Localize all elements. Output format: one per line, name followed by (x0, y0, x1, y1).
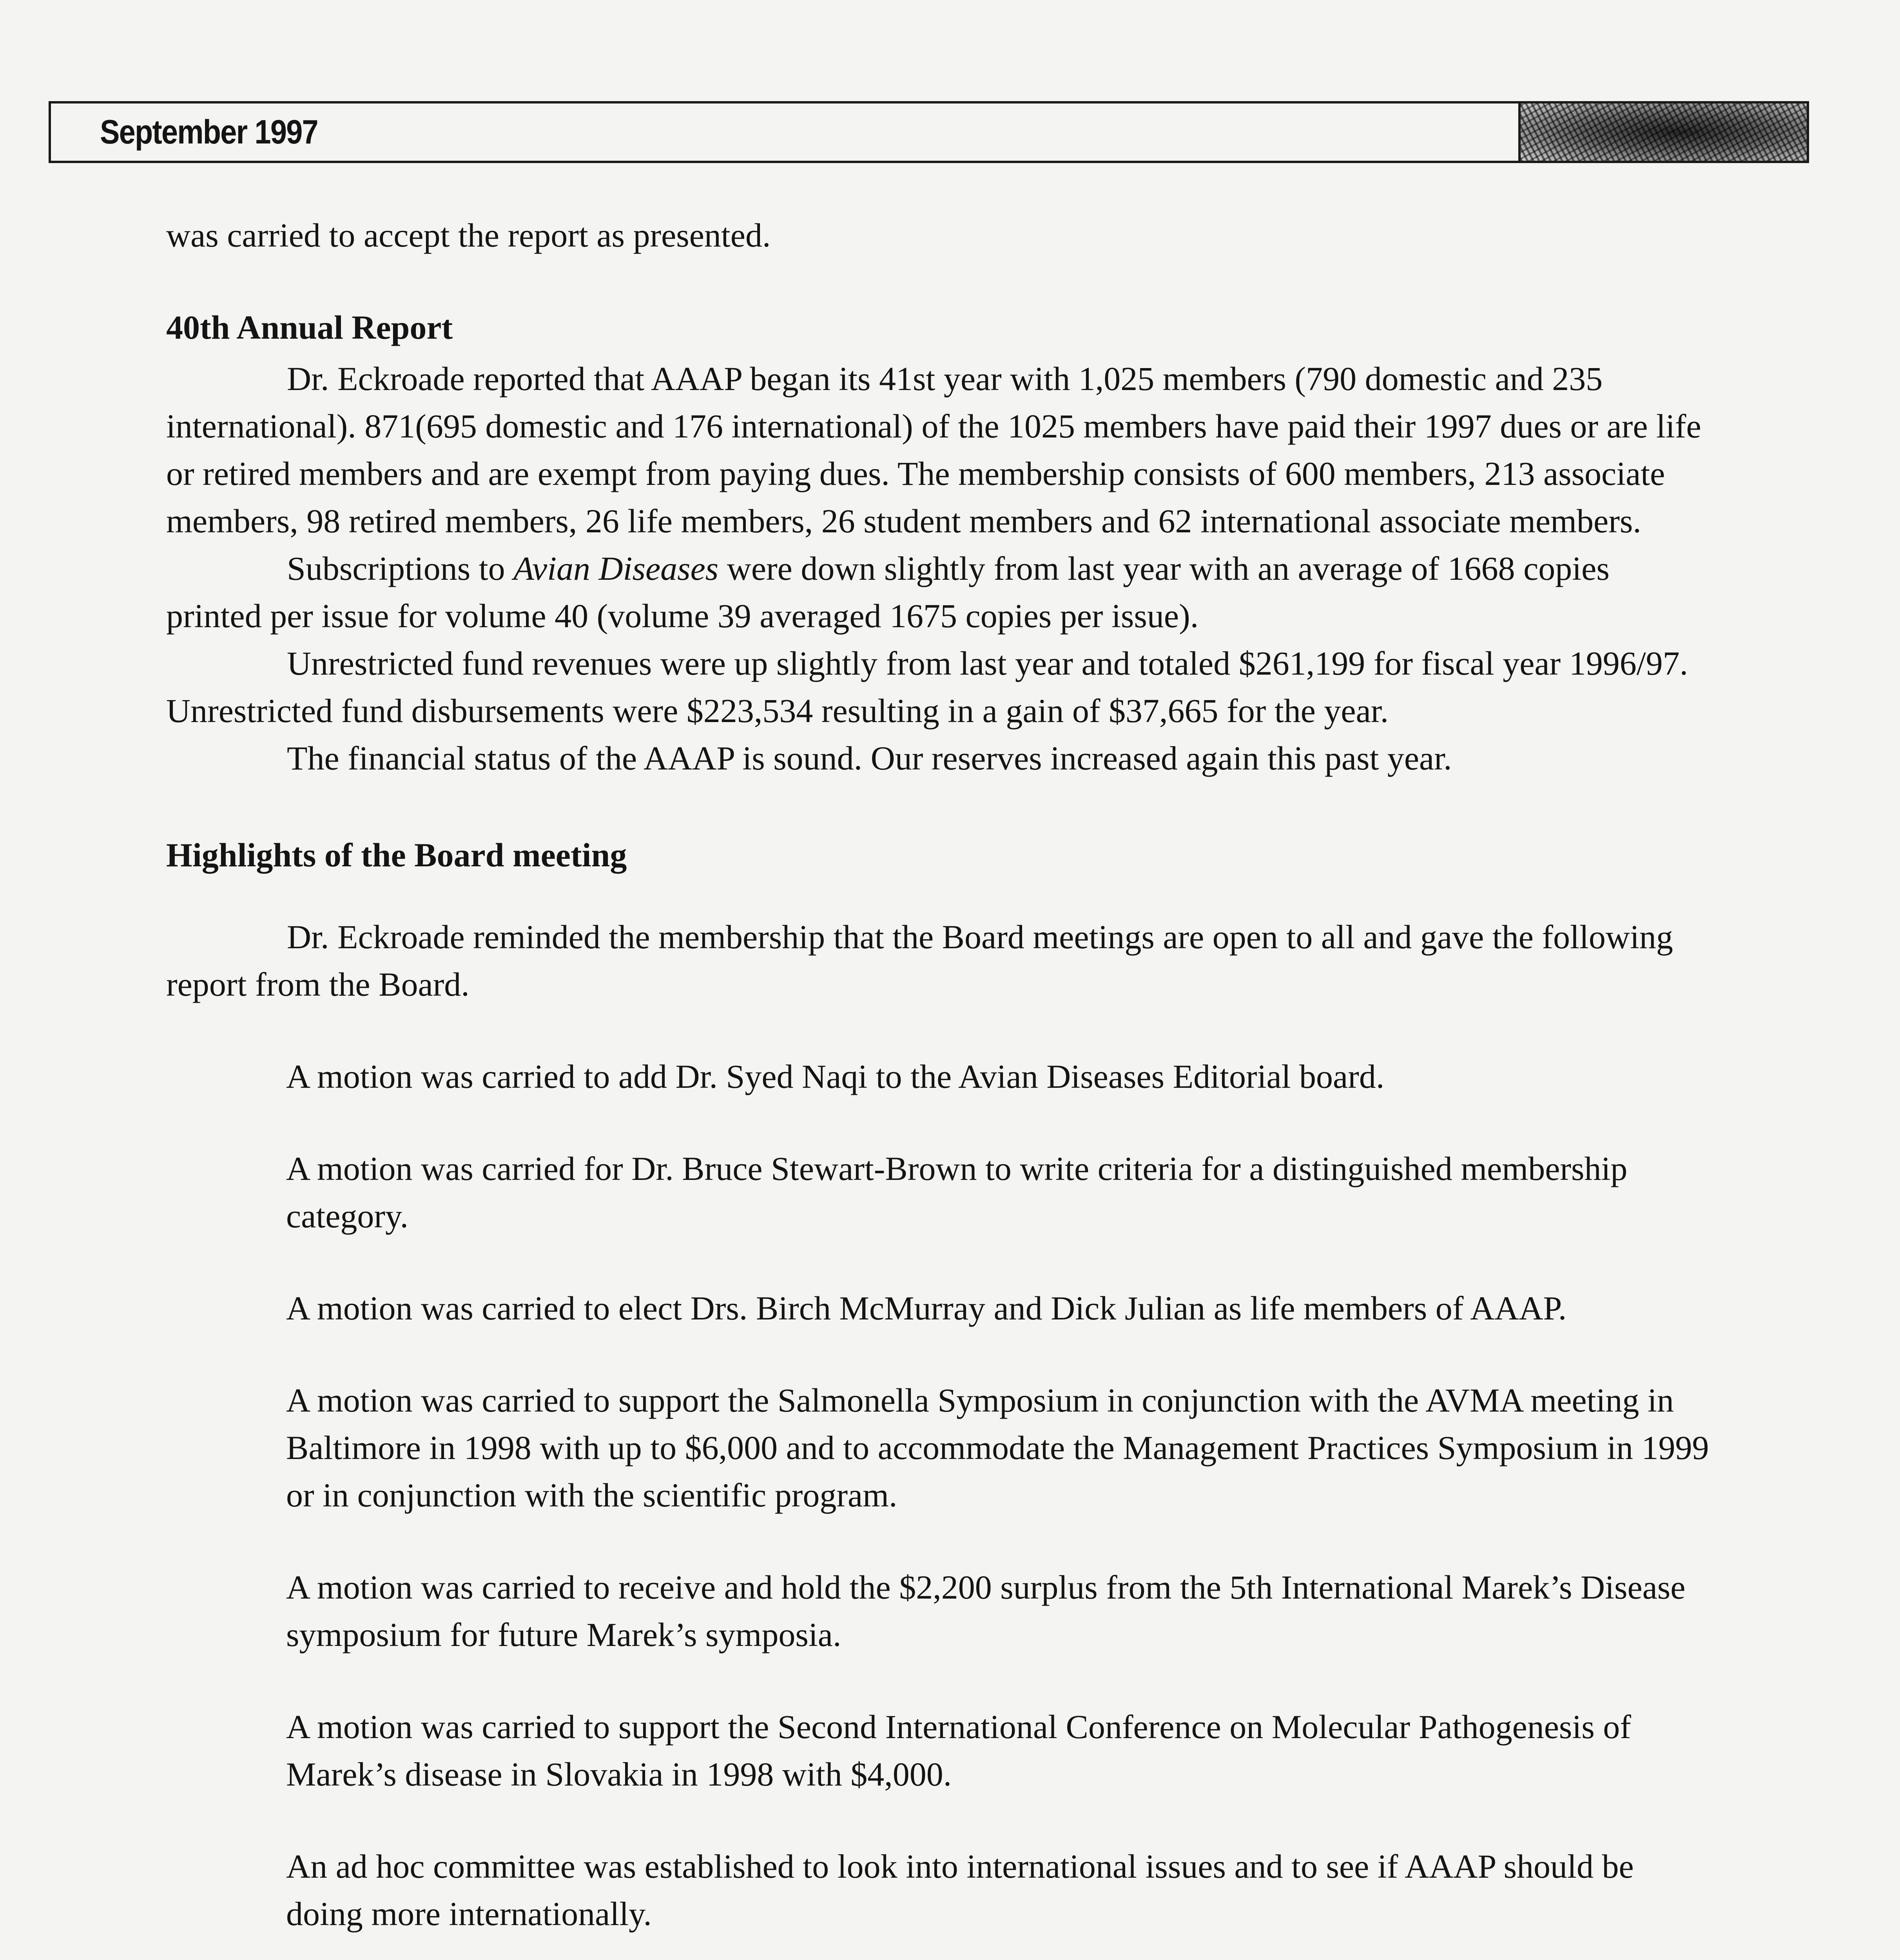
page-content (166, 212, 1710, 1960)
board-motion-item: A motion was carried for Dr. Bruce Stewart-Brown to write criteria for a distinguished membership category. (286, 1150, 1628, 1235)
board-motion-item: An ad hoc committee was established to look into international issues and to see if AAAP should be doing more internationally. (286, 1847, 1634, 1933)
annual-report-heading: 40th Annual Report (166, 309, 453, 346)
board-intro-paragraph: Dr. Eckroade reminded the membership that the Board meetings are open to all and gave the following report from the Board. (166, 918, 1673, 1003)
board-motion-item: A motion was carried to add Dr. Syed Naqi to the Avian Diseases Editorial board. (286, 1058, 1385, 1095)
annual-report-funds-paragraph: Unrestricted fund revenues were up slightly from last year and totaled $261,199 for fiscal year 1996/97. Unrestricted fund disbursements were $223,534 resulting in a gain of $37,665 for the year. (166, 644, 1688, 730)
board-motion-item: A motion was carried to elect Drs. Birch McMurray and Dick Julian as life members of AAAP. (286, 1289, 1567, 1327)
board-motions-list (166, 1053, 1710, 1960)
board-motion-item: A motion was carried to support the Salmonella Symposium in conjunction with the AVMA meeting in Baltimore in 1998 with up to $6,000 and to accommodate the Management Practices Symposium in 1999 or in conjunction with the scientific program. (286, 1381, 1709, 1514)
header-decorative-texture (1518, 103, 1807, 161)
annual-report-membership-paragraph: Dr. Eckroade reported that AAAP began its 41st year with 1,025 members (790 domestic and 235 international). 871(695 domestic and 176 international) of the 1025 members have paid their 1997 dues or are life or retired members and are exempt from paying dues. The membership consists of 600 members, 213 associate members, 98 retired members, 26 life members, 26 student members and 62 international associate members. (166, 360, 1701, 540)
journal-title: Avian Diseases (513, 550, 719, 587)
header-date: September 1997 (100, 113, 318, 151)
annual-report-financial-status-paragraph: The financial status of the AAAP is sound. Our reserves increased again this past year. (287, 739, 1452, 777)
board-motion-item: A motion was carried to support the Second International Conference on Molecular Pathogenesis of Marek’s disease in Slovakia in 1998 with $4,000. (286, 1708, 1631, 1793)
annual-report-subscriptions-paragraph: Subscriptions to Avian Diseases were down slightly from last year with an average of 1668 copies printed per issue for volume 40 (volume 39 averaged 1675 copies per issue). (166, 550, 1610, 635)
board-highlights-heading: Highlights of the Board meeting (166, 836, 627, 874)
continuation-text: was carried to accept the report as presented. (166, 216, 771, 254)
page-header (49, 101, 1809, 163)
board-motion-item: A motion was carried to receive and hold the $2,200 surplus from the 5th International Marek’s Disease symposium for future Marek’s symposia. (286, 1568, 1686, 1653)
